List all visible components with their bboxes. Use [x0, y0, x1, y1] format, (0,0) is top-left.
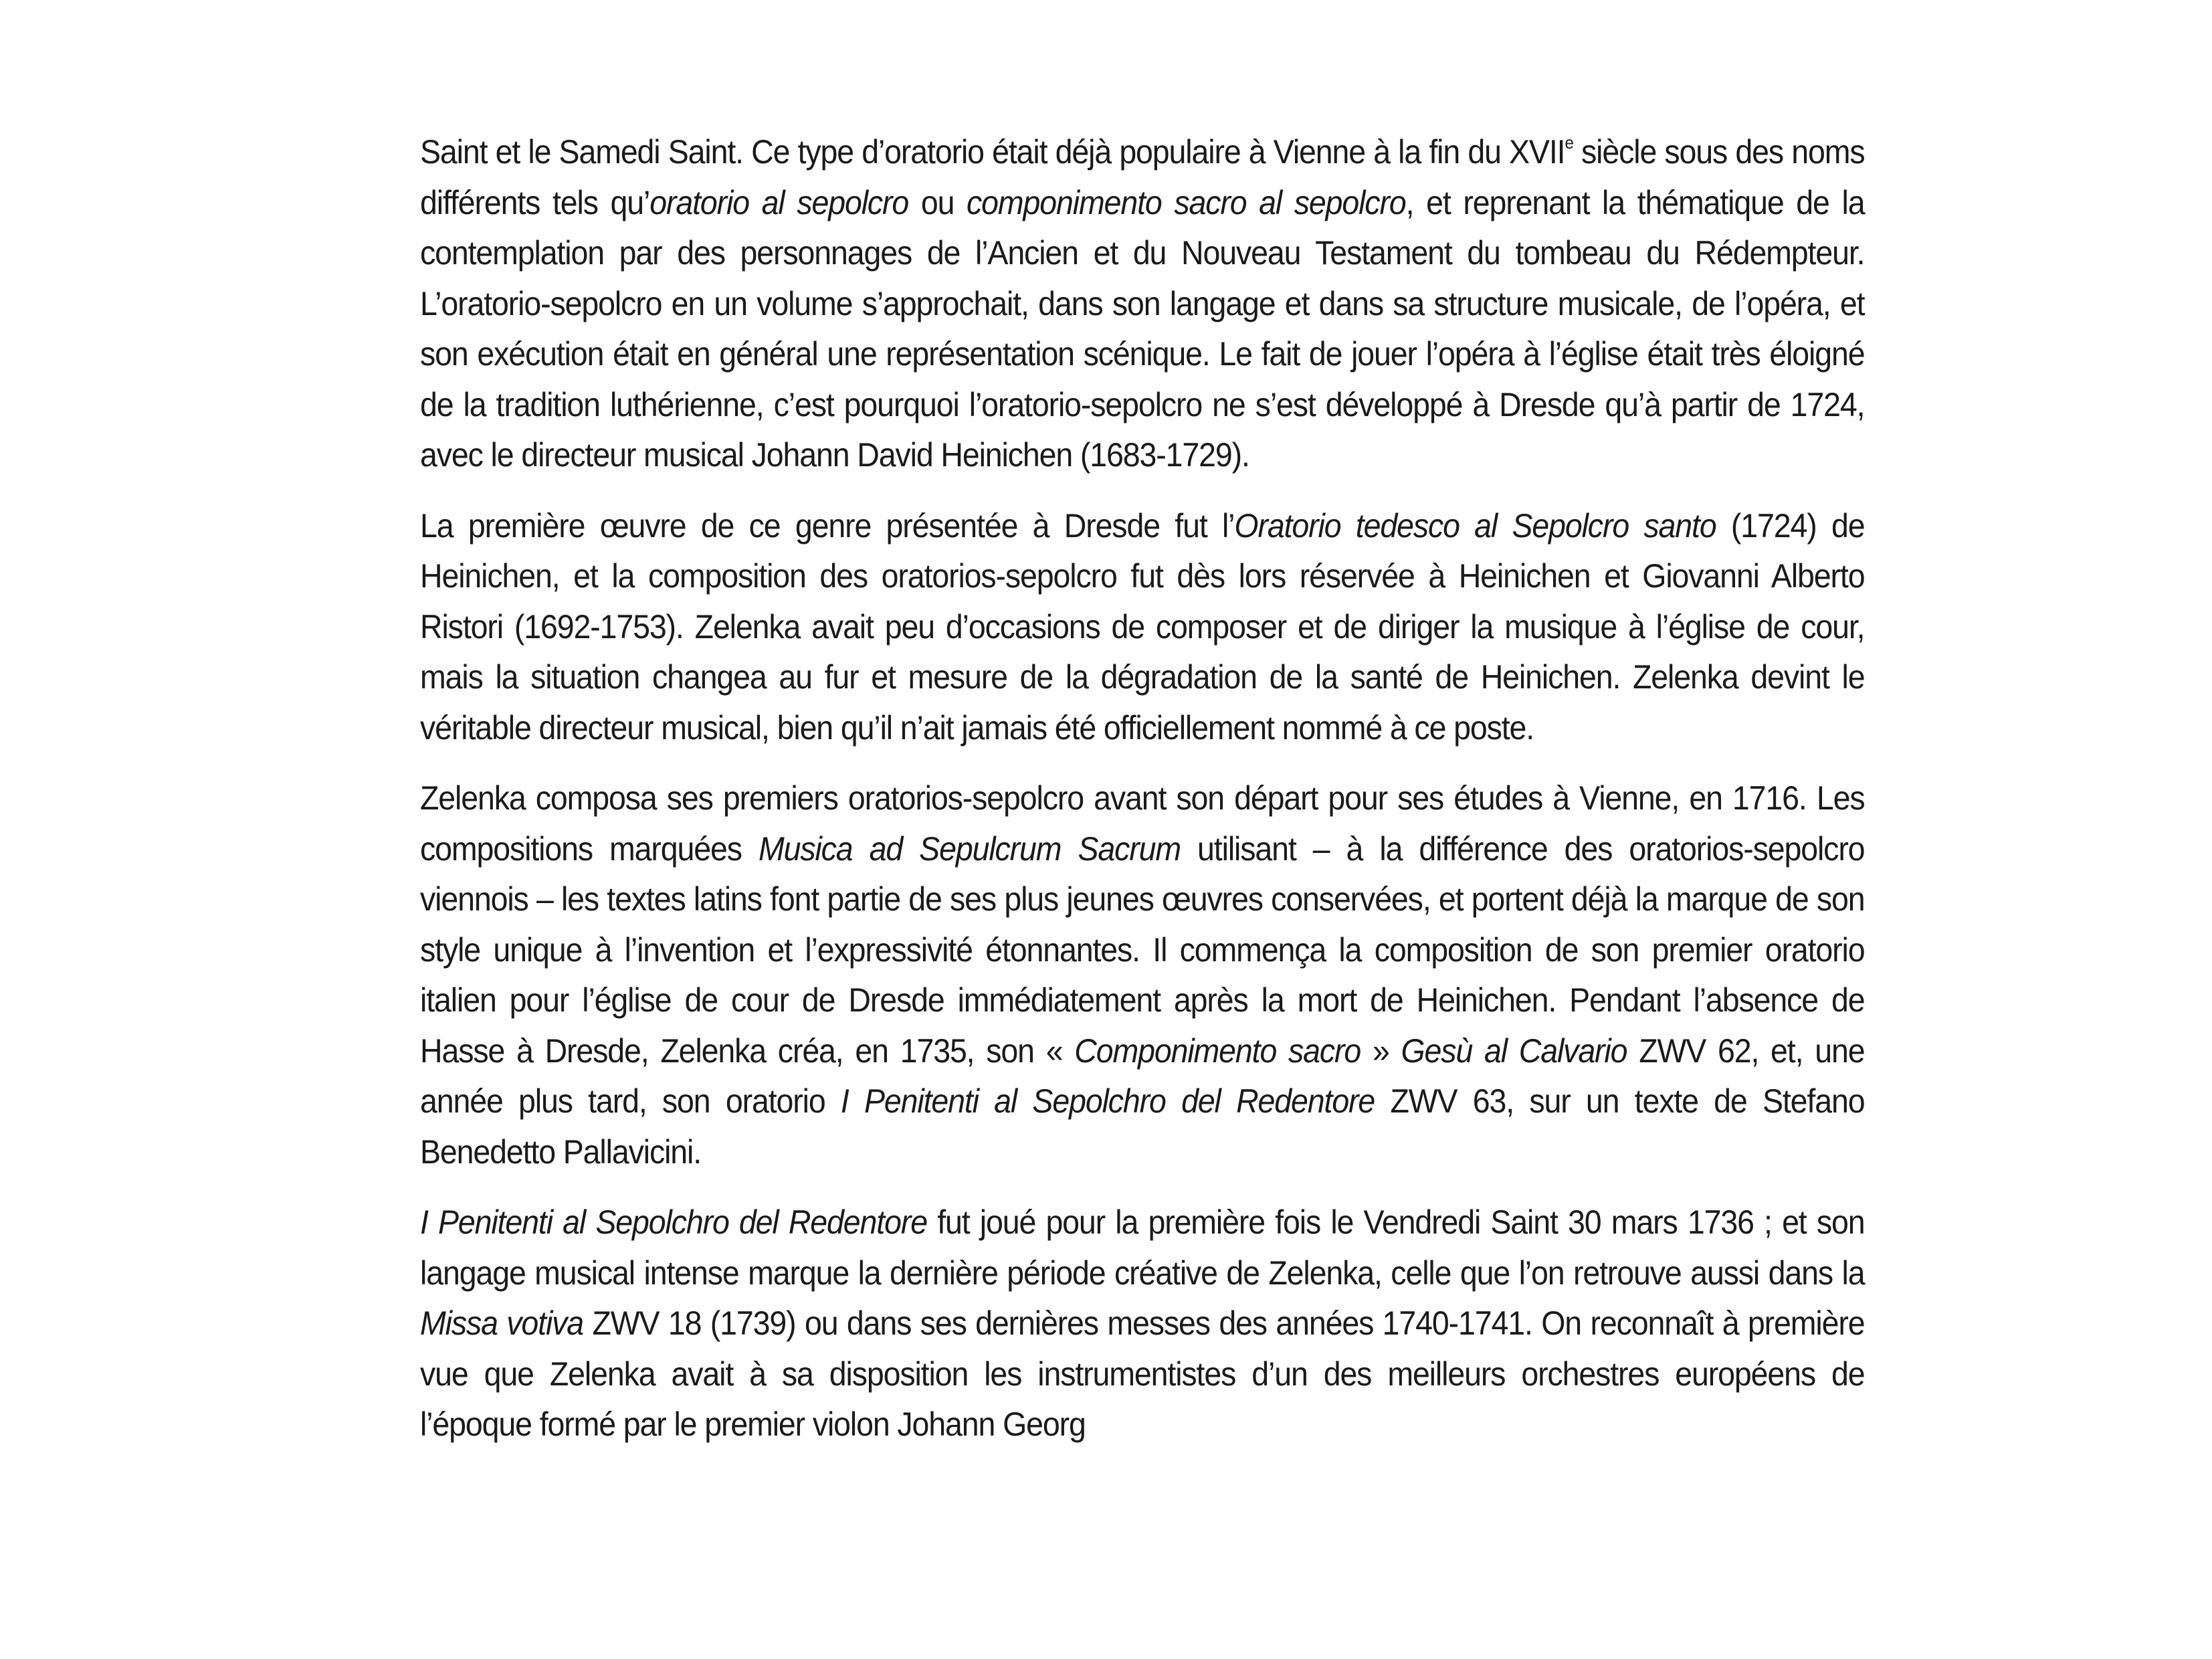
italic-title: Musica ad Sepulcrum Sacrum [758, 830, 1181, 868]
text-run: ZWV 62, et, une année plus tard, son oratorio [420, 1032, 1865, 1120]
italic-title: Missa votiva [420, 1304, 584, 1342]
italic-title: I Penitenti al Sepolchro del Redentore [420, 1203, 927, 1241]
text-run: , et reprenant la thématique de la contemplation par des personnages de l’Ancien et du Nouveau Testament du tombeau du Rédempteur. L’oratorio-sepolcro en un volume s’approchait, dans son langage et dans sa structure musicale, de l’opéra, et son exécution était en général une représentation scénique. Le fait de jouer l’opéra à l’église était très éloigné de la tradition luthérienne, c’est pourquoi l’oratorio-sepolcro ne s’est développé à Dresde qu’à partir de 1724, avec le directeur musical Johann David Heinichen (1683-1729). [420, 183, 1865, 474]
paragraph-2 [420, 501, 1864, 754]
text-run: fut joué pour la première fois le Vendredi Saint 30 mars 1736 ; et son langage musical intense marque la dernière période créative de Zelenka, celle que l’on retrouve aussi dans la [420, 1203, 1865, 1292]
text-run: (1724) de Heinichen, et la composition des oratorios-sepolcro fut dès lors réservée à Heinichen et Giovanni Alberto Ristori (1692-1753). Zelenka avait peu d’occasions de composer et de diriger la musique à l’église de cour, mais la situation changea au fur et mesure de la dégradation de la santé de Heinichen. Zelenka devint le véritable directeur musical, bien qu’il n’ait jamais été officiellement nommé à ce poste. [420, 506, 1865, 747]
text-run: » [1361, 1032, 1401, 1070]
italic-title: Gesù al Calvario [1401, 1032, 1627, 1070]
paragraph-1 [420, 127, 1864, 481]
text-run: utilisant – à la différence des oratorios-sepolcro viennois – les textes latins font partie de ses plus jeunes œuvres conservées, et portent déjà la marque de son style unique à l’invention et l’expressivité étonnantes. Il commença la composition de son premier oratorio italien pour l’église de cour de Dresde immédiatement après la mort de Heinichen. Pendant l’absence de Hasse à Dresde, Zelenka créa, en 1735, son « [420, 830, 1865, 1070]
italic-title: Oratorio tedesco al Sepolcro santo [1234, 506, 1716, 545]
text-run: Saint et le Samedi Saint. Ce type d’oratorio était déjà populaire à Vienne à la fin du XVII [420, 133, 1565, 171]
paragraph-3 [420, 773, 1864, 1177]
italic-title: I Penitenti al Sepolchro del Redentore [840, 1082, 1375, 1120]
italic-title: Componimento sacro [1074, 1032, 1361, 1070]
paragraph-4 [420, 1197, 1864, 1450]
text-run: Zelenka composa ses premiers oratorios-sepolcro avant son départ pour ses études à Vienne, en 1716. Les compositions marquées [420, 779, 1865, 868]
page-body [420, 127, 1865, 1470]
text-run: ou [908, 183, 967, 221]
italic-title: oratorio al sepolcro [649, 183, 909, 221]
superscript: e [1565, 132, 1573, 153]
text-run: ZWV 18 (1739) ou dans ses dernières messes des années 1740-1741. On reconnaît à première vue que Zelenka avait à sa disposition les instrumentistes d’un des meilleurs orchestres européens de l’époque formé par le premier violon Johann Georg [420, 1304, 1865, 1443]
text-run: ZWV 63, sur un texte de Stefano Benedetto Pallavicini. [420, 1082, 1865, 1171]
text-run: La première œuvre de ce genre présentée à Dresde fut l’ [420, 506, 1235, 545]
text-run: siècle sous des noms différents tels qu’ [420, 133, 1865, 221]
italic-title: componimento sacro al sepolcro [967, 183, 1406, 221]
